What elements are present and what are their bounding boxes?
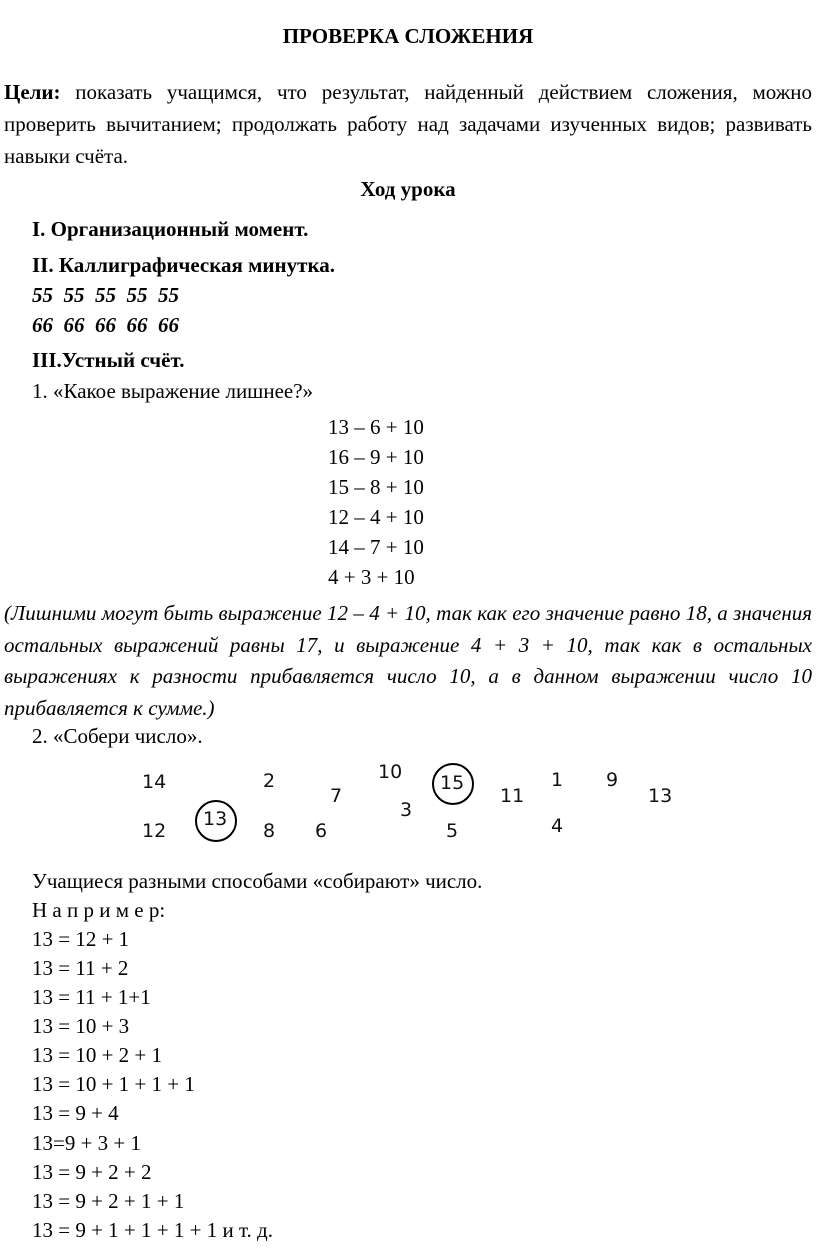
section-calligraphy: II. Каллиграфическая минутка. bbox=[32, 253, 335, 277]
calligraphy-line-2: 66 66 66 66 66 bbox=[32, 313, 179, 337]
puzzle-number: 1 bbox=[551, 769, 564, 791]
puzzle-number: 6 bbox=[315, 820, 328, 842]
expression: 15 – 8 + 10 bbox=[328, 475, 424, 499]
number-puzzle bbox=[0, 755, 816, 865]
puzzle-number-target: 15 bbox=[440, 772, 465, 794]
expression: 4 + 3 + 10 bbox=[328, 565, 415, 589]
expression: 13 – 6 + 10 bbox=[328, 415, 424, 439]
equation: 13 = 10 + 3 bbox=[32, 1014, 130, 1038]
equation: 13 = 9 + 2 + 2 bbox=[32, 1160, 152, 1184]
section-oral-count: III.Устный счёт. bbox=[32, 348, 185, 372]
equation: 13 = 11 + 2 bbox=[32, 956, 129, 980]
puzzle-number: 2 bbox=[263, 770, 276, 792]
page-title: ПРОВЕРКА СЛОЖЕНИЯ bbox=[282, 24, 534, 48]
task2-description: Учащиеся разными способами «собирают» число. bbox=[32, 869, 483, 893]
puzzle-number: 10 bbox=[378, 761, 403, 783]
equation: 13 = 12 + 1 bbox=[32, 927, 130, 951]
goals-label: Цели: bbox=[4, 80, 61, 104]
equation: 13 = 9 + 1 + 1 + 1 + 1 и т. д. bbox=[32, 1218, 273, 1242]
task1-title: 1. «Какое выражение лишнее?» bbox=[32, 379, 314, 403]
puzzle-number: 5 bbox=[446, 820, 459, 842]
lesson-heading: Ход урока bbox=[360, 177, 456, 201]
equation: 13 = 9 + 2 + 1 + 1 bbox=[32, 1189, 185, 1213]
section-organizational: I. Организационный момент. bbox=[32, 217, 309, 241]
puzzle-number: 7 bbox=[330, 785, 343, 807]
puzzle-number: 11 bbox=[500, 785, 525, 807]
puzzle-number: 13 bbox=[648, 785, 673, 807]
expression: 16 – 9 + 10 bbox=[328, 445, 424, 469]
equation: 13 = 10 + 2 + 1 bbox=[32, 1043, 163, 1067]
puzzle-number: 8 bbox=[263, 820, 276, 842]
equation: 13 = 11 + 1+1 bbox=[32, 985, 151, 1009]
expression: 14 – 7 + 10 bbox=[328, 535, 424, 559]
puzzle-number: 3 bbox=[400, 799, 413, 821]
puzzle-number: 12 bbox=[142, 820, 167, 842]
goals-paragraph bbox=[4, 76, 812, 172]
puzzle-number: 9 bbox=[606, 769, 619, 791]
puzzle-number-target: 13 bbox=[203, 808, 228, 830]
puzzle-number: 4 bbox=[551, 815, 564, 837]
task2-title: 2. «Собери число». bbox=[32, 724, 203, 748]
equation: 13 = 9 + 4 bbox=[32, 1101, 119, 1125]
task1-explanation: (Лишними могут быть выражение 12 – 4 + 10, так как его значение равно 18, а значения остальных выражений равны 17, и выражение 4 + 3 + 10, так как в остальных выражениях к разности прибавляется число 10, а в данном выражении число 10 прибавляется к сумме.) bbox=[4, 601, 812, 720]
equation: 13 = 10 + 1 + 1 + 1 bbox=[32, 1072, 195, 1096]
expression: 12 – 4 + 10 bbox=[328, 505, 424, 529]
goals-text: показать учащимся, что результат, найденный действием сложения, можно проверить вычитанием; продолжать работу над задачами изученных видов; развивать навыки счёта. bbox=[4, 80, 812, 168]
example-label: Н а п р и м е р: bbox=[32, 898, 166, 922]
equation: 13=9 + 3 + 1 bbox=[32, 1131, 142, 1155]
puzzle-number: 14 bbox=[142, 771, 167, 793]
calligraphy-line-1: 55 55 55 55 55 bbox=[32, 283, 179, 307]
